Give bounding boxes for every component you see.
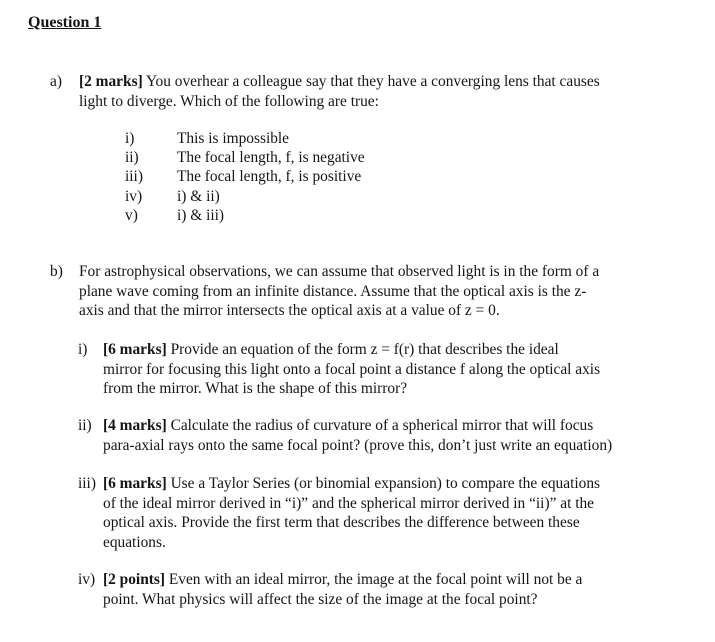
subquestion-i — [78, 340, 698, 400]
option-number: iii) — [125, 168, 143, 186]
option-number: iv) — [125, 187, 143, 205]
subquestion-line-text: Calculate the radius of curvature of a spherical mirror that will focus — [170, 417, 594, 434]
part-a-line-text: You overhear a colleague say that they have a converging lens that causes — [145, 73, 600, 90]
subquestion-label: iv) — [78, 571, 96, 588]
part-a-marks: [2 marks] — [79, 73, 143, 90]
subquestion-line-text: Even with an ideal mirror, the image at the focal point will not be a — [168, 571, 583, 588]
subquestion-text — [103, 570, 582, 609]
subquestion-line: point. What physics will affect the size of the image at the focal point? — [103, 590, 538, 608]
subquestion-line-text: Provide an equation of the form z = f(r) that describes the ideal — [170, 341, 559, 358]
part-a-label: a) — [50, 73, 62, 90]
part-b — [50, 262, 690, 322]
subquestion-text — [103, 340, 600, 399]
subquestion-line-text: Use a Taylor Series (or binomial expansion) to compare the equations — [170, 475, 601, 492]
part-a-line: light to diverge. Which of the following are true: — [79, 92, 379, 110]
option-text: The focal length, f, is positive — [177, 168, 362, 186]
part-b-label: b) — [50, 263, 63, 280]
part-a — [50, 72, 670, 112]
subquestion-label: i) — [78, 341, 88, 358]
option-text: i) & ii) — [177, 187, 220, 205]
part-b-line: For astrophysical observations, we can assume that observed light is in the form of a — [79, 263, 600, 280]
part-b-line: axis and that the mirror intersects the optical axis at a value of z = 0. — [79, 302, 500, 319]
option-text: The focal length, f, is negative — [177, 149, 365, 167]
option-number: v) — [125, 206, 138, 224]
subquestion-marks: [4 marks] — [103, 417, 167, 434]
subquestion-line: para-axial rays onto the same focal point? (prove this, don’t just write an equation) — [103, 436, 613, 454]
subquestion-iii — [78, 474, 698, 554]
part-a-line — [79, 72, 600, 92]
option-text: This is impossible — [177, 130, 290, 147]
subquestion-iv — [78, 570, 698, 610]
subquestion-line — [103, 474, 600, 494]
subquestion-text — [103, 474, 600, 552]
subquestion-line — [103, 340, 600, 360]
subquestion-line: optical axis. Provide the first term that describes the difference between these — [103, 514, 580, 531]
part-b-text — [79, 262, 599, 321]
subquestion-line: equations. — [103, 533, 166, 551]
subquestion-marks: [6 marks] — [103, 341, 167, 358]
part-b-line: plane wave coming from an infinite distance. Assume that the optical axis is the z- — [79, 282, 587, 300]
subquestion-ii — [78, 416, 698, 456]
option-number: ii) — [125, 149, 139, 167]
subquestion-line — [103, 416, 612, 436]
option-number: i) — [125, 130, 135, 147]
question-title: Question 1 — [28, 14, 102, 31]
subquestion-line: of the ideal mirror derived in “i)” and the spherical mirror derived in “ii)” at the — [103, 494, 595, 512]
option-text: i) & iii) — [177, 206, 225, 224]
subquestion-marks: [2 points] — [103, 571, 165, 588]
subquestion-label: iii) — [78, 475, 96, 492]
subquestion-line: mirror for focusing this light onto a focal point a distance f along the optical axis — [103, 360, 601, 378]
subquestion-line: from the mirror. What is the shape of this mirror? — [103, 380, 408, 397]
subquestion-line — [103, 570, 582, 590]
subquestion-text — [103, 416, 612, 455]
subquestion-marks: [6 marks] — [103, 475, 167, 492]
subquestion-label: ii) — [78, 417, 92, 434]
part-a-text — [79, 72, 600, 111]
